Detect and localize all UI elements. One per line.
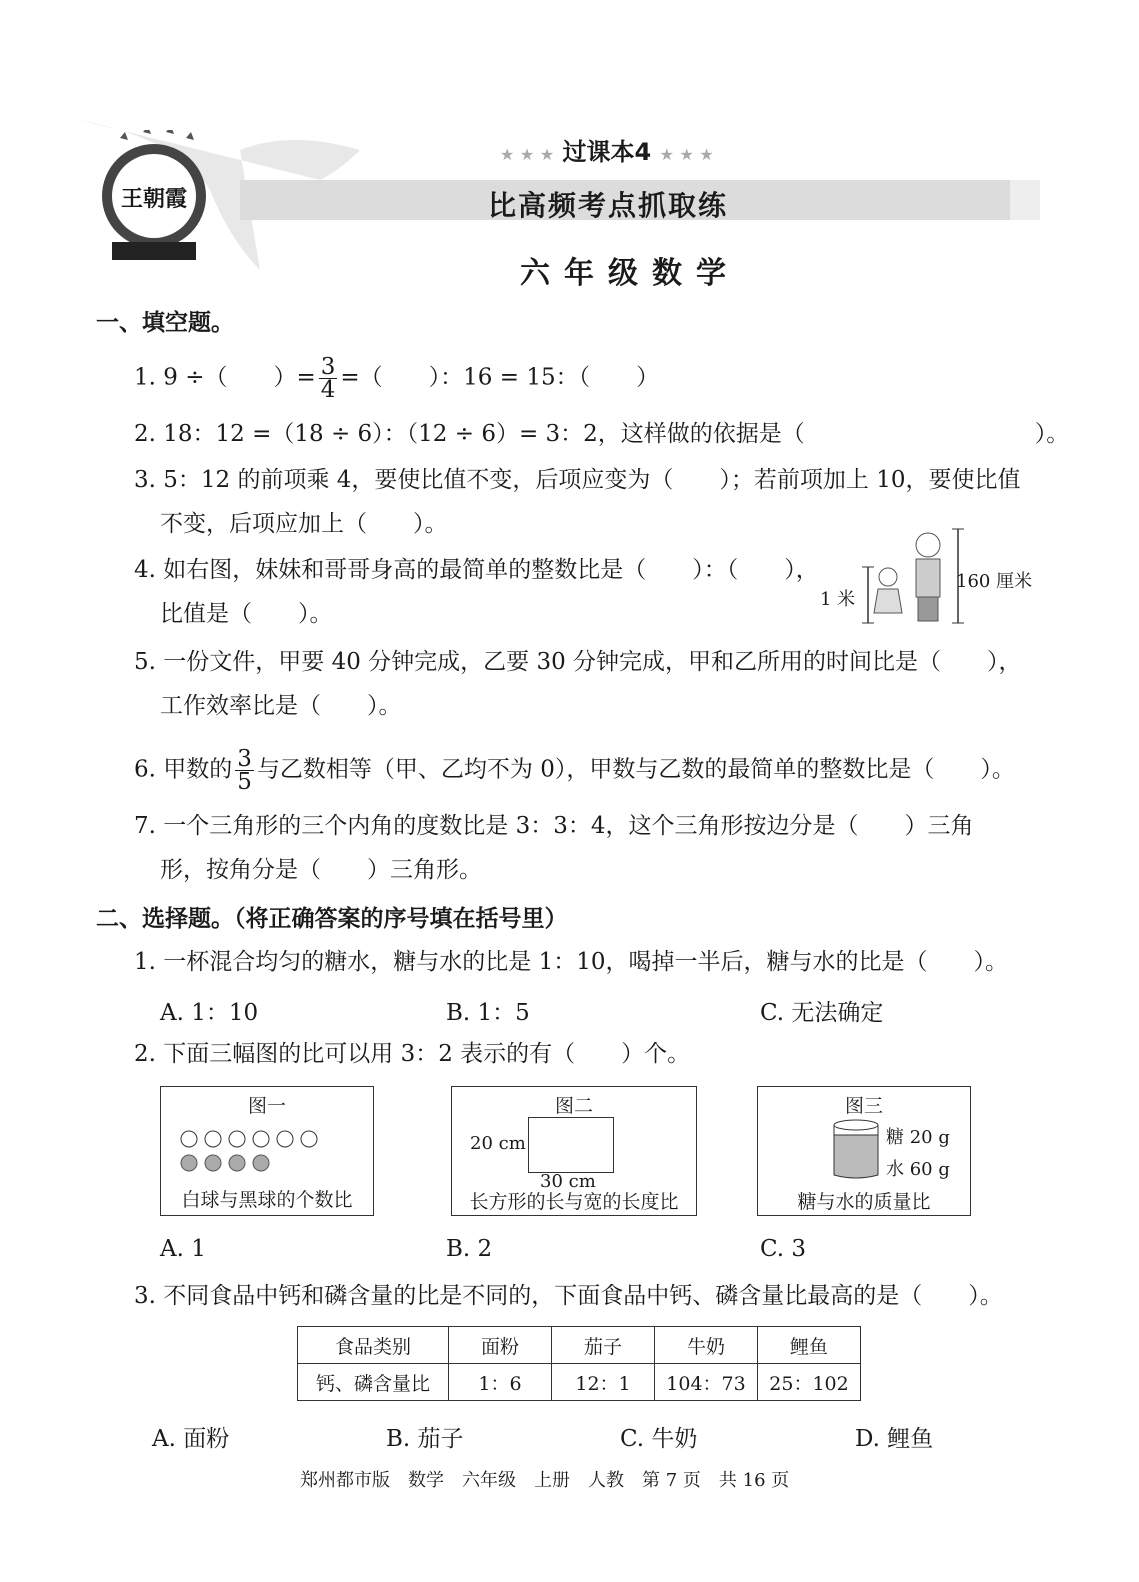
sugar-label: 糖 20 g bbox=[886, 1127, 950, 1148]
question-1-7-line1: 7. 一个三角形的三个内角的度数比是 3：3：4，这个三角形按边分是（ ）三角 bbox=[134, 813, 974, 839]
figure-2 bbox=[451, 1086, 697, 1216]
figure-1-title: 图一 bbox=[247, 1095, 286, 1117]
question-1-4-line1: 4. 如右图，妹妹和哥哥身高的最简单的整数比是（ ）：（ ）， bbox=[134, 557, 819, 583]
table-cell: 104：73 bbox=[655, 1364, 758, 1401]
question-1-3-line2: 不变，后项应加上（ ）。 bbox=[160, 511, 448, 537]
table-header-row bbox=[298, 1327, 861, 1364]
option-b: B. 2 bbox=[446, 1236, 493, 1262]
figure-1-caption: 白球与黑球的个数比 bbox=[181, 1189, 353, 1211]
black-ball bbox=[205, 1155, 221, 1171]
option-a: A. 1：10 bbox=[160, 1000, 259, 1026]
section2-heading: 二、选择题。（将正确答案的序号填在括号里） bbox=[96, 906, 568, 932]
option-c: C. 3 bbox=[760, 1236, 807, 1262]
height-figure bbox=[818, 525, 1038, 627]
white-ball bbox=[205, 1131, 221, 1147]
question-1-5-line1: 5. 一份文件，甲要 40 分钟完成，乙要 30 分钟完成，甲和乙所用的时间比是（ ）， bbox=[134, 649, 1022, 675]
question-1-4-line2: 比值是（ ）。 bbox=[160, 601, 333, 627]
table-cell: 钙、磷含量比 bbox=[298, 1364, 449, 1401]
series-title: ★ ★ ★ 过课本4 ★ ★ ★ bbox=[500, 138, 714, 166]
brother-height-label: 160 厘米 bbox=[956, 571, 1033, 592]
figure-3-title: 图三 bbox=[844, 1095, 883, 1117]
option-a: A. 面粉 bbox=[152, 1426, 230, 1452]
table-row bbox=[298, 1364, 861, 1401]
option-c: C. 牛奶 bbox=[620, 1426, 698, 1452]
white-ball bbox=[181, 1131, 197, 1147]
rectangle-length-label: 30 cm bbox=[540, 1171, 596, 1192]
figure-2-title: 图二 bbox=[554, 1095, 593, 1117]
question-1-2: 2. 18：12 =（18 ÷ 6）：（12 ÷ 6）= 3：2，这样做的依据是（ ）。 bbox=[134, 421, 1070, 447]
table-cell: 茄子 bbox=[552, 1327, 655, 1364]
option-b: B. 茄子 bbox=[386, 1426, 464, 1452]
table-cell: 1：6 bbox=[449, 1364, 552, 1401]
option-a: A. 1 bbox=[160, 1236, 206, 1262]
calcium-table bbox=[297, 1326, 861, 1401]
question-2-1: 1. 一杯混合均匀的糖水，糖与水的比是 1：10，喝掉一半后，糖与水的比是（ ）。 bbox=[134, 949, 1008, 975]
option-b: B. 1：5 bbox=[446, 1000, 530, 1026]
brand-logo bbox=[98, 130, 210, 268]
fraction: $\frac{3}{4}$ bbox=[320, 354, 336, 403]
figure-2-caption: 长方形的长与宽的长度比 bbox=[469, 1191, 679, 1213]
page-footer: 郑州都市版 数学 六年级 上册 人教 第 7 页 共 16 页 bbox=[300, 1470, 790, 1491]
sister-height-label: 1 米 bbox=[820, 589, 856, 610]
question-1-7-line2: 形，按角分是（ ）三角形。 bbox=[160, 857, 482, 883]
white-ball bbox=[277, 1131, 293, 1147]
question-1-6: 6. 甲数的 $\frac{3}{5}$ 与乙数相等（甲、乙均不为 0），甲数与乙数的最简单的整数比是（ ）。 bbox=[134, 746, 1015, 795]
black-ball bbox=[253, 1155, 269, 1171]
water-label: 水 60 g bbox=[886, 1159, 950, 1180]
section1-heading: 一、填空题。 bbox=[96, 310, 234, 336]
table-cell: 25：102 bbox=[758, 1364, 861, 1401]
question-2-2: 2. 下面三幅图的比可以用 3：2 表示的有（ ）个。 bbox=[134, 1041, 691, 1067]
rectangle-shape bbox=[528, 1117, 614, 1173]
figure-3-caption: 糖与水的质量比 bbox=[797, 1191, 931, 1213]
white-ball bbox=[229, 1131, 245, 1147]
figure-1 bbox=[160, 1086, 374, 1216]
white-ball bbox=[253, 1131, 269, 1147]
page-title: 六年级数学 bbox=[520, 256, 740, 291]
question-1-1: 1. 9 ÷（ ）= $\frac{3}{4}$ =（ ）：16 = 15：（ ） bbox=[134, 354, 660, 403]
cup-graphic bbox=[830, 1117, 890, 1183]
figure-3 bbox=[757, 1086, 971, 1216]
subtitle: 比高频考点抓取练 bbox=[488, 189, 729, 222]
table-cell: 食品类别 bbox=[298, 1327, 449, 1364]
table-cell: 面粉 bbox=[449, 1327, 552, 1364]
option-d: D. 鲤鱼 bbox=[855, 1426, 934, 1452]
rectangle-width-label: 20 cm bbox=[470, 1133, 526, 1154]
balls-graphic bbox=[161, 1123, 373, 1183]
table-cell: 12：1 bbox=[552, 1364, 655, 1401]
question-1-5-line2: 工作效率比是（ ）。 bbox=[160, 693, 402, 719]
series-name: 过课本4 bbox=[562, 138, 652, 166]
logo-text: 王朝霞 bbox=[120, 186, 187, 212]
question-2-3: 3. 不同食品中钙和磷含量的比是不同的，下面食品中钙、磷含量比最高的是（ ）。 bbox=[134, 1283, 1003, 1309]
table-cell: 鲤鱼 bbox=[758, 1327, 861, 1364]
question-1-3-line1: 3. 5：12 的前项乘 4，要使比值不变，后项应变为（ ）；若前项加上 10，要使比值 bbox=[134, 467, 1021, 493]
white-ball bbox=[301, 1131, 317, 1147]
fraction: $\frac{3}{5}$ bbox=[237, 746, 252, 795]
black-ball bbox=[181, 1155, 197, 1171]
table-cell: 牛奶 bbox=[655, 1327, 758, 1364]
black-ball bbox=[229, 1155, 245, 1171]
option-c: C. 无法确定 bbox=[760, 1000, 884, 1026]
